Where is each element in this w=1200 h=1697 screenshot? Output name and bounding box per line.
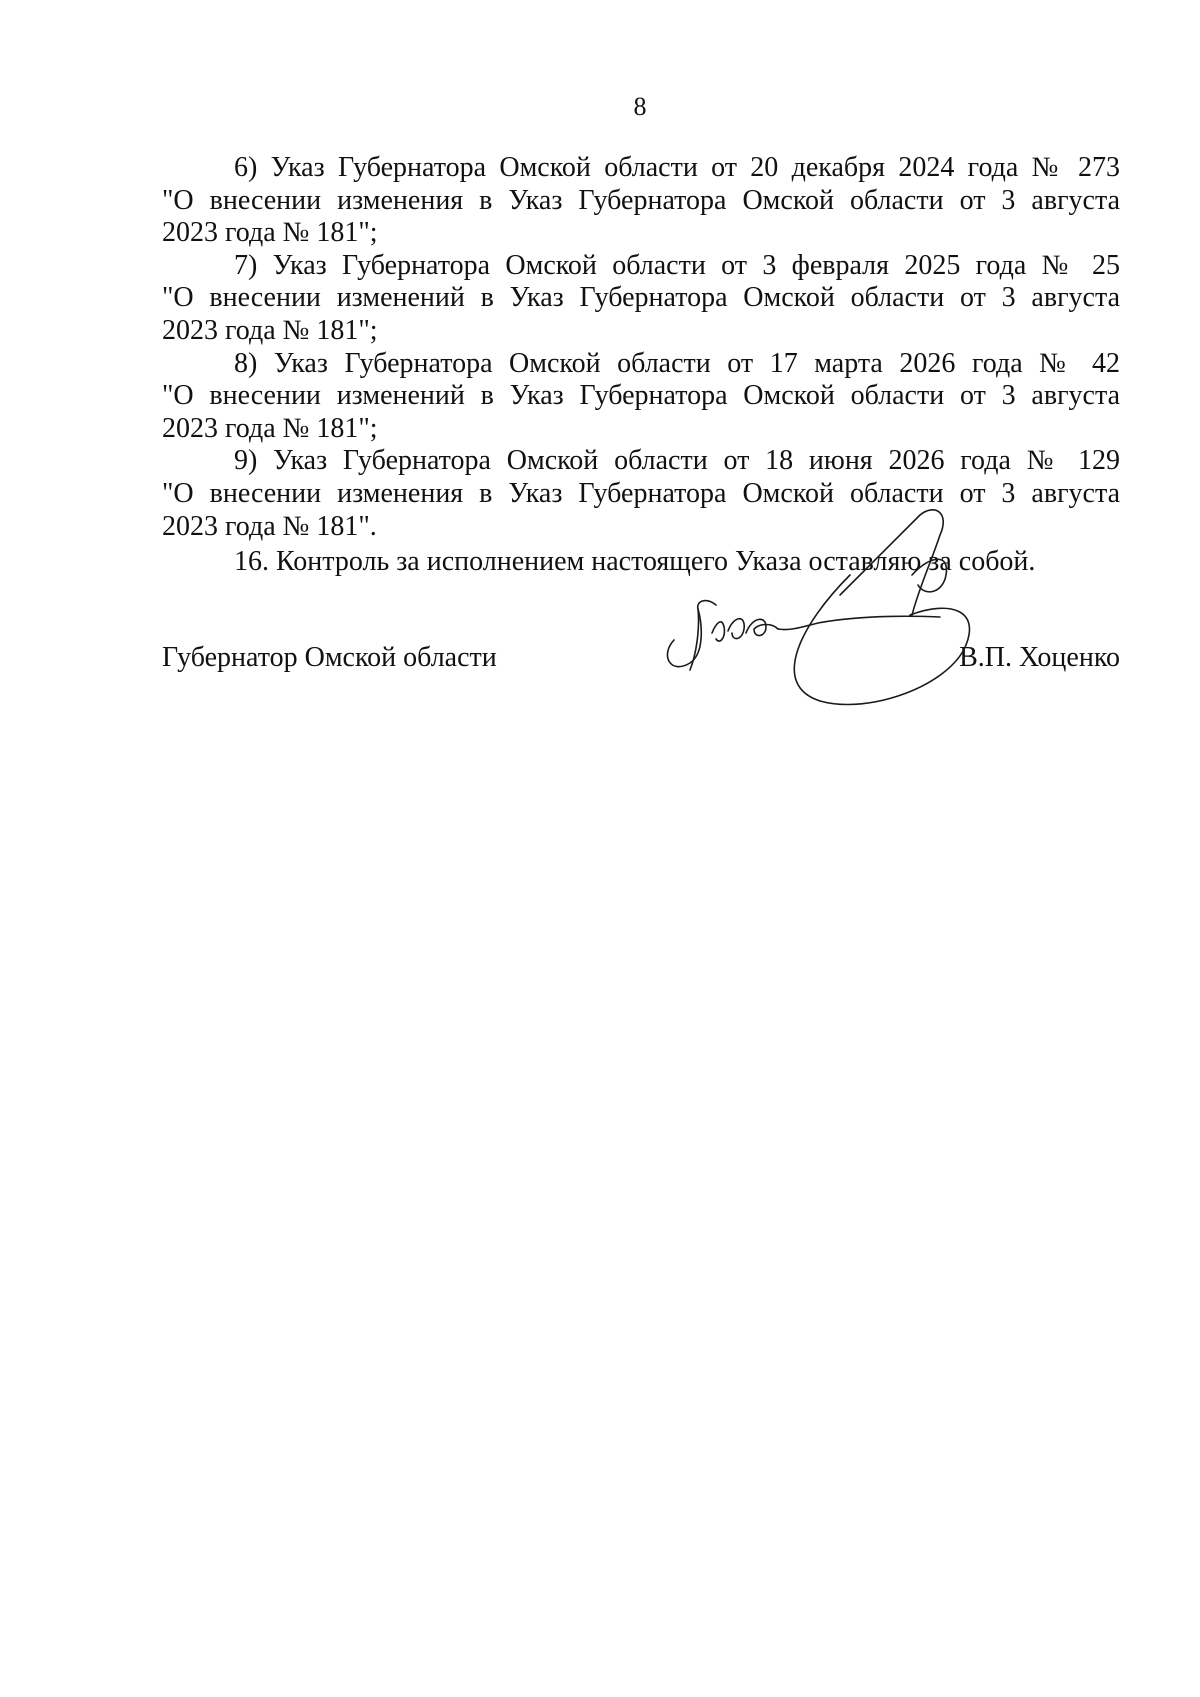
signatory-title: Губернатор Омской области — [162, 642, 497, 673]
list-item-8-line-2: "О внесении изменений в Указ Губернатора Омской области от 3 августа — [162, 380, 1120, 412]
handwritten-signature — [650, 505, 1030, 715]
list-item-6-line-1: 6) Указ Губернатора Омской области от 20 декабря 2024 года № 273 — [234, 152, 1120, 183]
control-paragraph: 16. Контроль за исполнением настоящего Указа оставляю за собой. — [234, 546, 1036, 578]
list-item-8 — [162, 348, 1120, 446]
list-item-8-line-1: 8) Указ Губернатора Омской области от 17 марта 2026 года № 42 — [234, 347, 1120, 379]
list-item-6 — [162, 152, 1120, 250]
list-item-9-line-3: 2023 года № 181". — [162, 510, 377, 542]
page-number: 8 — [633, 92, 647, 121]
list-item-7-line-1: 7) Указ Губернатора Омской области от 3 февраля 2025 года № 25 — [234, 249, 1120, 281]
list-item-8-line-3: 2023 года № 181"; — [162, 412, 378, 444]
list-item-6-line-2: "О внесении изменения в Указ Губернатора Омской области от 3 августа — [162, 184, 1120, 216]
signatory-name: В.П. Хоценко — [959, 642, 1120, 673]
list-item-7 — [162, 250, 1120, 348]
list-item-9-line-1: 9) Указ Губернатора Омской области от 18 июня 2026 года № 129 — [234, 445, 1120, 477]
list-item-7-line-2: "О внесении изменений в Указ Губернатора Омской области от 3 августа — [162, 282, 1120, 314]
list-item-6-line-3: 2023 года № 181"; — [162, 217, 378, 249]
list-item-9-line-2: "О внесении изменения в Указ Губернатора Омской области от 3 августа — [162, 477, 1120, 509]
list-item-7-line-3: 2023 года № 181"; — [162, 314, 378, 346]
